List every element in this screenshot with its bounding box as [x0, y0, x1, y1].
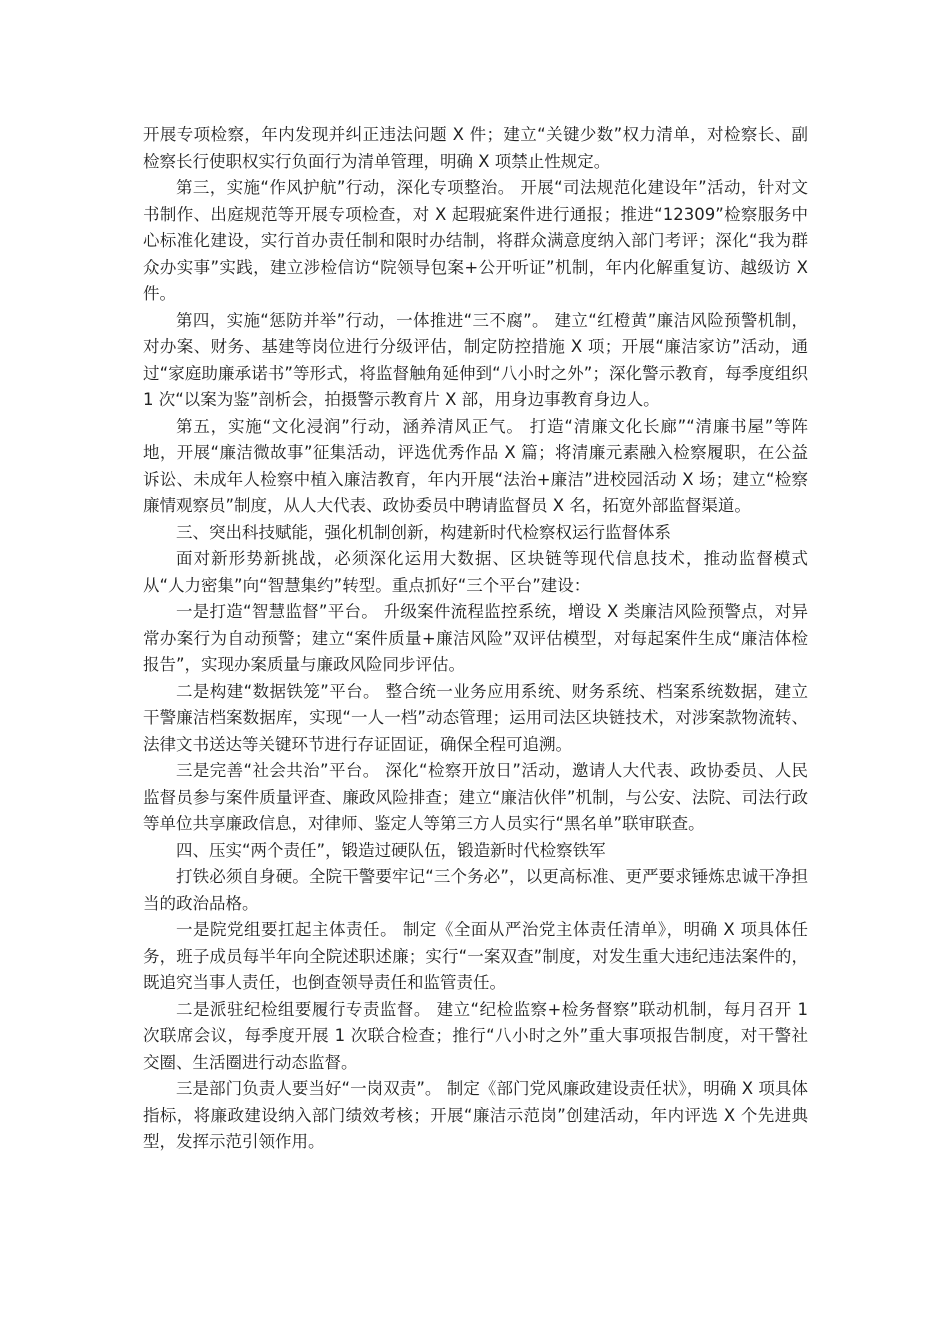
paragraph-p3	[143, 308, 808, 414]
paragraph-text: 打铁必须自身硬。全院干警要牢记“三个务必”，以更高标准、更严要求锤炼忠诚干净担当的政治品格。	[143, 867, 808, 913]
heading-text: 四、压实“两个责任”，锻造过硬队伍，锻造新时代检察铁军	[176, 840, 606, 860]
paragraph-p1	[143, 122, 808, 175]
paragraph-p4	[143, 414, 808, 520]
paragraph-text: 开展专项检察，年内发现并纠正违法问题 X 件；建立“关键少数”权力清单，对检察长、副检察长行使职权实行负面行为清单管理，明确 X 项禁止性规定。	[143, 125, 808, 171]
paragraph-p7	[143, 679, 808, 759]
paragraph-p11	[143, 997, 808, 1077]
paragraph-text: 建立“纪检监察+检务督察”联动机制，每月召开 1 次联席会议，每季度开展 1 次联合检查；推行“八小时之外”重大事项报告制度，对干警社交圈、生活圈进行动态监督。	[143, 999, 808, 1072]
paragraph-text: 整合统一业务应用系统、财务系统、档案系统数据，建立干警廉洁档案数据库，实现“一人一档”动态管理；运用司法区块链技术，对涉案款物流转、法律文书送达等关键环节进行存证固证，确保全程可追溯。	[143, 681, 808, 754]
paragraph-lead: 第五，实施“文化浸润”行动，涵养清风正气。	[176, 416, 524, 436]
paragraph-text: 制定《部门党风廉政建设责任状》，明确 X 项具体指标，将廉政建设纳入部门绩效考核；开展“廉洁示范岗”创建活动，年内评选 X 个先进典型，发挥示范引领作用。	[143, 1079, 808, 1151]
paragraph-lead: 一是院党组要扛起主体责任。	[176, 920, 398, 939]
paragraph-lead: 二是派驻纪检组要履行专责监督。	[176, 999, 431, 1019]
paragraph-lead: 第三，实施“作风护航”行动，深化专项整治。	[176, 178, 515, 197]
paragraph-text: 开展“司法规范化建设年”活动，针对文书制作、出庭规范等开展专项检查，对 X 起瑕疵案件进行通报；推进“12309”检察服务中心标准化建设，实行首办责任制和限时办结制，将群众满意度纳入部门考评；深化“我为群众办实事”实践，建立涉检信访“院领导包案+公开听证”机制，年内化解重复访、越级访 X 件。	[143, 178, 808, 303]
paragraph-text: 面对新形势新挑战，必须深化运用大数据、区块链等现代信息技术，推动监督模式从“人力密集”向“智慧集约”转型。重点抓好“三个平台”建设：	[143, 549, 808, 595]
paragraph-p9	[143, 864, 808, 917]
paragraph-p12	[143, 1076, 808, 1156]
paragraph-text: 打造“清廉文化长廊”“清廉书屋”等阵地，开展“廉洁微故事”征集活动，评选优秀作品 X 篇；将清廉元素融入检察履职，在公益诉讼、未成年人检察中植入廉洁教育，年内开展“法治+廉洁”进校园活动 X 场；建立“检察廉情观察员”制度，从人大代表、政协委员中聘请监督员 X 名，拓宽外部监督渠道。	[143, 416, 808, 515]
heading-text: 三、突出科技赋能，强化机制创新，构建新时代检察权运行监督体系	[176, 522, 671, 542]
paragraph-text: 制定《全面从严治党主体责任清单》，明确 X 项具体任务，班子成员每半年向全院述职述廉；实行“一案双查”制度，对发生重大违纪违法案件的，既追究当事人责任，也倒查领导责任和监管责任。	[143, 920, 808, 992]
paragraph-text: 深化“检察开放日”活动，邀请人大代表、政协委员、人民监督员参与案件质量评查、廉政风险排查；建立“廉洁伙伴”机制，与公安、法院、司法行政等单位共享廉政信息，对律师、鉴定人等第三方人员实行“黑名单”联审联查。	[143, 761, 808, 833]
paragraph-p6	[143, 599, 808, 679]
paragraph-lead: 三是完善“社会共治”平台。	[176, 761, 380, 780]
paragraph-p5	[143, 546, 808, 599]
paragraph-p10	[143, 917, 808, 997]
section-heading-4	[143, 838, 808, 865]
paragraph-text: 建立“红橙黄”廉洁风险预警机制，对办案、财务、基建等岗位进行分级评估，制定防控措施 X 项；开展“廉洁家访”活动，通过“家庭助廉承诺书”等形式，将监督触角延伸到“八小时之外”；深化警示教育，每季度组织 1 次“以案为鉴”剖析会，拍摄警示教育片 X 部，用身边事教育身边人。	[143, 310, 808, 409]
paragraph-lead: 一是打造“智慧监督”平台。	[176, 602, 379, 621]
paragraph-lead: 第四，实施“惩防并举”行动，一体推进“三不腐”。	[176, 310, 549, 330]
section-heading-3	[143, 520, 808, 547]
paragraph-p2	[143, 175, 808, 308]
paragraph-lead: 三是部门负责人要当好“一岗双责”。	[176, 1079, 442, 1098]
paragraph-p8	[143, 758, 808, 838]
paragraph-text: 升级案件流程监控系统，增设 X 类廉洁风险预警点，对异常办案行为自动预警；建立“案件质量+廉洁风险”双评估模型，对每起案件生成“廉洁体检报告”，实现办案质量与廉政风险同步评估。	[143, 602, 808, 674]
document-page	[143, 122, 808, 1156]
paragraph-lead: 二是构建“数据铁笼”平台。	[176, 681, 380, 701]
